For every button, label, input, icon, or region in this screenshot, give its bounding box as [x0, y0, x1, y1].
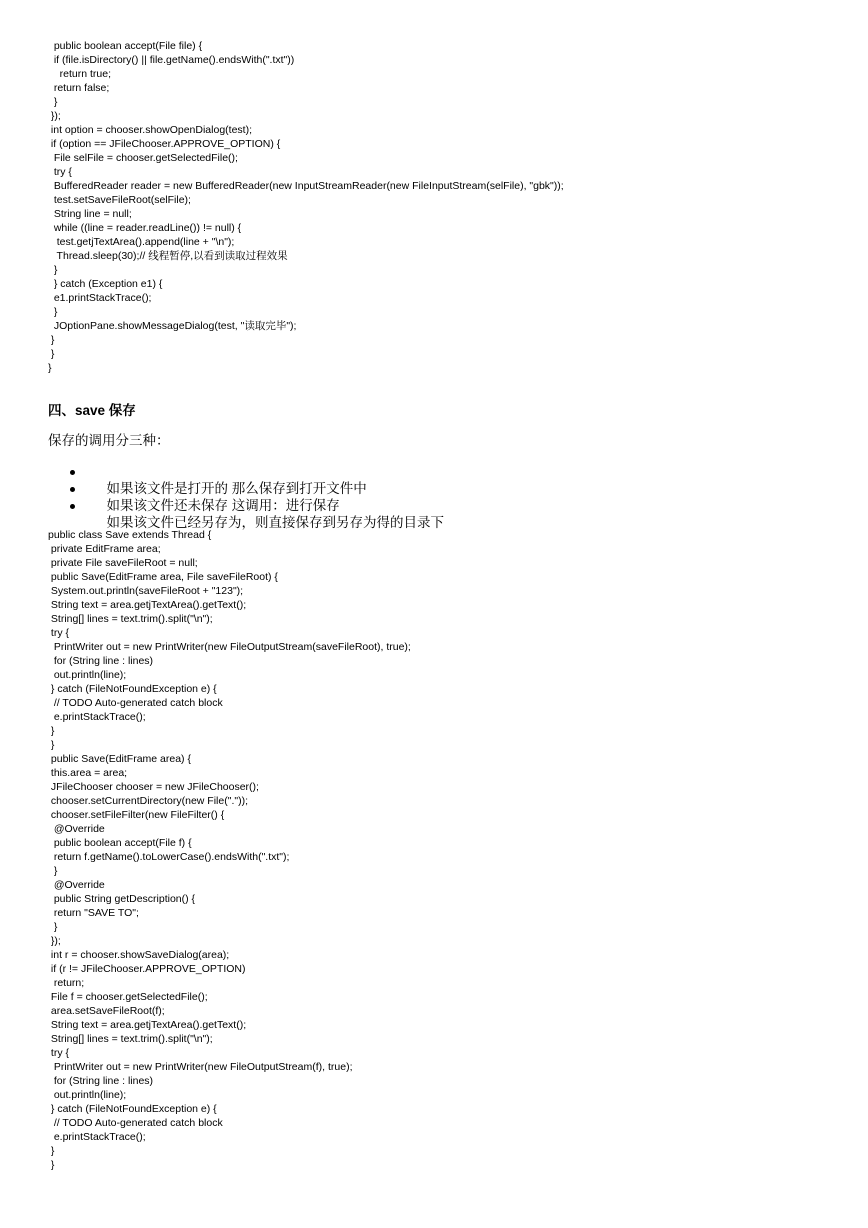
- code-line: this.area = area;: [48, 767, 128, 779]
- code-line: for (String line : lines): [48, 1075, 154, 1087]
- code-line: });: [48, 110, 61, 122]
- code-line: public Save(EditFrame area) {: [48, 753, 191, 765]
- code-line: if (option == JFileChooser.APPROVE_OPTION) {: [48, 138, 281, 150]
- code-line: out.println(line);: [48, 1089, 127, 1101]
- code-line: while ((line = reader.readLine()) != null) {: [48, 222, 242, 234]
- code-line: return true;: [48, 68, 112, 80]
- list-item-text: 如果该文件已经另存为，则直接保存到另存为得的目录下: [106, 515, 445, 530]
- code-line: public boolean accept(File f) {: [48, 837, 192, 849]
- code-line: // TODO Auto-generated catch block: [48, 697, 223, 709]
- code-line: for (String line : lines): [48, 655, 154, 667]
- code-line: try {: [48, 166, 72, 178]
- code-line: }: [48, 1145, 55, 1157]
- code-line: String[] lines = text.trim().split("\n");: [48, 613, 213, 625]
- code-line: test.setSaveFileRoot(selFile);: [48, 194, 191, 206]
- code-line: PrintWriter out = new PrintWriter(new FileOutputStream(f), true);: [48, 1061, 353, 1073]
- code-line: File selFile = chooser.getSelectedFile();: [48, 152, 238, 164]
- code-line: chooser.setCurrentDirectory(new File("."));: [48, 795, 249, 807]
- code-line: area.setSaveFileRoot(f);: [48, 1005, 165, 1017]
- code-line: int option = chooser.showOpenDialog(test);: [48, 124, 252, 136]
- code-line: private EditFrame area;: [48, 543, 161, 555]
- code-line: });: [48, 935, 61, 947]
- list-item-text: 如果该文件还未保存 这调用：进行保存: [106, 498, 340, 513]
- code-line: // TODO Auto-generated catch block: [48, 1117, 223, 1129]
- code-line: public class Save extends Thread {: [48, 529, 212, 541]
- section-intro: 保存的调用分三种：: [48, 433, 170, 448]
- code-line: @Override: [48, 823, 105, 835]
- code-line: e.printStackTrace();: [48, 1131, 146, 1143]
- code-line: chooser.setFileFilter(new FileFilter() {: [48, 809, 225, 821]
- code-line: e.printStackTrace();: [48, 711, 146, 723]
- code-line: @Override: [48, 879, 105, 891]
- code-line: String text = area.getjTextArea().getText();: [48, 599, 247, 611]
- code-block-accept-filter: [48, 39, 564, 375]
- bullet-icon: [70, 470, 75, 475]
- code-line: public String getDescription() {: [48, 893, 196, 905]
- code-line: }: [48, 264, 58, 276]
- bullet-icon: [70, 504, 75, 509]
- code-line: int r = chooser.showSaveDialog(area);: [48, 949, 230, 961]
- code-line: try {: [48, 627, 70, 639]
- code-line: test.getjTextArea().append(line + "\n");: [48, 236, 235, 248]
- code-block-save-class: [48, 528, 411, 1172]
- code-line: e1.printStackTrace();: [48, 292, 152, 304]
- code-line: BufferedReader reader = new BufferedReader(new InputStreamReader(new FileInputStream(selFile), "gbk"));: [48, 180, 564, 192]
- code-line: } catch (FileNotFoundException e) {: [48, 683, 217, 695]
- code-line: return "SAVE TO";: [48, 907, 139, 919]
- code-line: }: [48, 334, 55, 346]
- code-line: String text = area.getjTextArea().getText();: [48, 1019, 247, 1031]
- code-line: return false;: [48, 82, 110, 94]
- list-item: [48, 480, 444, 513]
- code-line: String line = null;: [48, 208, 132, 220]
- code-line: }: [48, 348, 55, 360]
- code-line: } catch (Exception e1) {: [48, 278, 163, 290]
- code-line: }: [48, 96, 58, 108]
- code-line: String[] lines = text.trim().split("\n");: [48, 1033, 213, 1045]
- code-line: if (file.isDirectory() || file.getName().endsWith(".txt")): [48, 54, 295, 66]
- code-line: JFileChooser chooser = new JFileChooser();: [48, 781, 259, 793]
- save-modes-list: [48, 463, 445, 530]
- code-line: }: [48, 739, 55, 751]
- code-line: public boolean accept(File file) {: [48, 40, 203, 52]
- list-item-text: 如果该文件是打开的 那么保存到打开文件中: [106, 481, 367, 496]
- code-line: File f = chooser.getSelectedFile();: [48, 991, 208, 1003]
- bullet-icon: [70, 487, 75, 492]
- code-line: }: [48, 725, 55, 737]
- code-line: JOptionPane.showMessageDialog(test, "读取完毕");: [48, 320, 297, 332]
- code-line: try {: [48, 1047, 70, 1059]
- section-heading: 四、save 保存: [48, 403, 136, 418]
- code-line: Thread.sleep(30);// 线程暂停,以看到读取过程效果: [48, 250, 288, 262]
- code-line: }: [48, 306, 58, 318]
- code-line: }: [48, 362, 52, 374]
- code-line: return;: [48, 977, 85, 989]
- code-line: }: [48, 921, 58, 933]
- list-item: [48, 463, 444, 496]
- code-line: PrintWriter out = new PrintWriter(new FileOutputStream(saveFileRoot), true);: [48, 641, 411, 653]
- code-line: System.out.println(saveFileRoot + "123");: [48, 585, 244, 597]
- list-item: [48, 497, 445, 530]
- code-line: } catch (FileNotFoundException e) {: [48, 1103, 217, 1115]
- code-line: }: [48, 865, 58, 877]
- code-line: out.println(line);: [48, 669, 127, 681]
- code-line: }: [48, 1159, 55, 1171]
- code-line: private File saveFileRoot = null;: [48, 557, 198, 569]
- code-line: return f.getName().toLowerCase().endsWith(".txt");: [48, 851, 290, 863]
- code-line: if (r != JFileChooser.APPROVE_OPTION): [48, 963, 246, 975]
- code-line: public Save(EditFrame area, File saveFileRoot) {: [48, 571, 278, 583]
